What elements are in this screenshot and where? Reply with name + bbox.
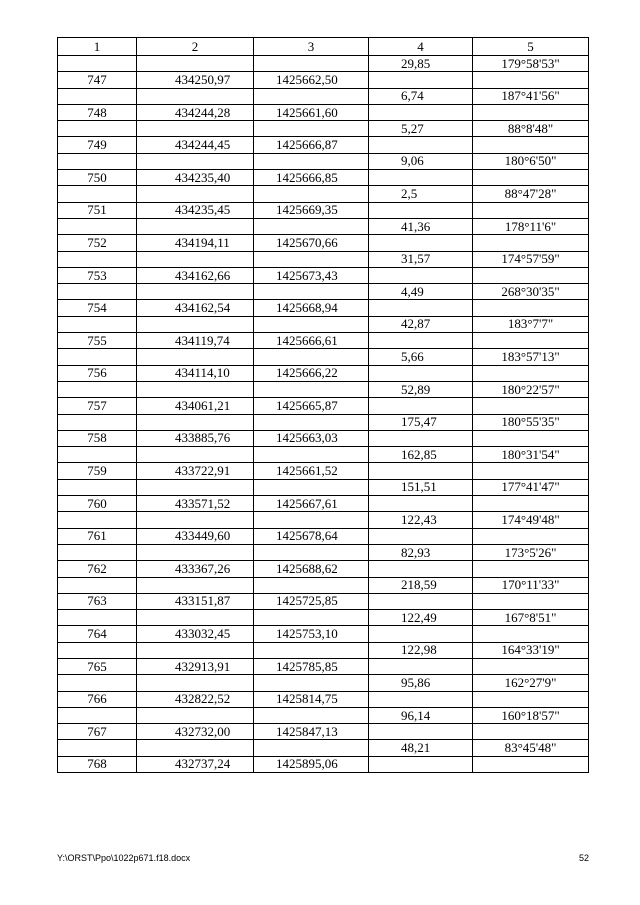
angle-cell	[473, 626, 589, 642]
angle-cell: 88°47'28"	[473, 186, 589, 202]
distance-cell	[369, 202, 473, 218]
x-coordinate-cell	[137, 56, 254, 72]
table-row	[58, 512, 589, 528]
table-body	[58, 38, 589, 773]
x-coordinate-cell	[137, 186, 254, 202]
distance-cell: 48,21	[369, 740, 473, 756]
table-row	[58, 267, 589, 283]
x-coordinate-cell	[137, 447, 254, 463]
x-coordinate-cell: 434162,66	[137, 267, 254, 283]
distance-cell	[369, 561, 473, 577]
angle-cell	[473, 104, 589, 120]
point-number-cell: 768	[58, 756, 137, 772]
point-number-cell: 766	[58, 691, 137, 707]
y-coordinate-cell: 1425847,13	[254, 724, 369, 740]
table-row	[58, 479, 589, 495]
y-coordinate-cell: 1425662,50	[254, 72, 369, 88]
table-row	[58, 626, 589, 642]
point-number-cell: 767	[58, 724, 137, 740]
y-coordinate-cell	[254, 610, 369, 626]
x-coordinate-cell	[137, 707, 254, 723]
angle-cell: 167°8'51"	[473, 610, 589, 626]
table-row	[58, 316, 589, 332]
angle-cell	[473, 691, 589, 707]
point-number-cell: 765	[58, 658, 137, 674]
y-coordinate-cell	[254, 544, 369, 560]
x-coordinate-cell	[137, 121, 254, 137]
point-number-cell: 752	[58, 235, 137, 251]
x-coordinate-cell: 434119,74	[137, 333, 254, 349]
x-coordinate-cell	[137, 642, 254, 658]
point-number-cell: 755	[58, 333, 137, 349]
distance-cell	[369, 398, 473, 414]
x-coordinate-cell: 434162,54	[137, 300, 254, 316]
y-coordinate-cell	[254, 740, 369, 756]
x-coordinate-cell	[137, 512, 254, 528]
point-number-cell: 763	[58, 593, 137, 609]
point-number-cell	[58, 316, 137, 332]
table-row	[58, 284, 589, 300]
x-coordinate-cell: 433722,91	[137, 463, 254, 479]
y-coordinate-cell	[254, 316, 369, 332]
y-coordinate-cell	[254, 218, 369, 234]
table-row	[58, 658, 589, 674]
distance-cell: 4,49	[369, 284, 473, 300]
column-header-3: 3	[254, 38, 369, 56]
x-coordinate-cell: 433885,76	[137, 430, 254, 446]
angle-cell: 174°49'48"	[473, 512, 589, 528]
x-coordinate-cell	[137, 675, 254, 691]
table-row	[58, 170, 589, 186]
angle-cell	[473, 658, 589, 674]
angle-cell	[473, 235, 589, 251]
column-header-2: 2	[137, 38, 254, 56]
coordinates-table	[57, 37, 589, 773]
table-row	[58, 430, 589, 446]
table-row	[58, 496, 589, 512]
table-row	[58, 56, 589, 72]
angle-cell	[473, 72, 589, 88]
point-number-cell	[58, 414, 137, 430]
angle-cell: 180°31'54"	[473, 447, 589, 463]
y-coordinate-cell: 1425666,85	[254, 170, 369, 186]
angle-cell	[473, 528, 589, 544]
y-coordinate-cell	[254, 381, 369, 397]
distance-cell	[369, 267, 473, 283]
table-row	[58, 642, 589, 658]
table-row	[58, 333, 589, 349]
distance-cell: 41,36	[369, 218, 473, 234]
point-number-cell: 754	[58, 300, 137, 316]
table-row	[58, 202, 589, 218]
point-number-cell	[58, 642, 137, 658]
angle-cell	[473, 300, 589, 316]
table-row	[58, 528, 589, 544]
table-row	[58, 707, 589, 723]
distance-cell	[369, 170, 473, 186]
distance-cell	[369, 691, 473, 707]
y-coordinate-cell: 1425661,52	[254, 463, 369, 479]
angle-cell	[473, 202, 589, 218]
angle-cell	[473, 496, 589, 512]
column-header-5: 5	[473, 38, 589, 56]
table-row	[58, 447, 589, 463]
y-coordinate-cell	[254, 88, 369, 104]
distance-cell	[369, 463, 473, 479]
y-coordinate-cell	[254, 153, 369, 169]
point-number-cell: 753	[58, 267, 137, 283]
distance-cell: 52,89	[369, 381, 473, 397]
x-coordinate-cell	[137, 88, 254, 104]
angle-cell	[473, 267, 589, 283]
table-row	[58, 544, 589, 560]
table-row	[58, 561, 589, 577]
point-number-cell: 761	[58, 528, 137, 544]
table-row	[58, 349, 589, 365]
x-coordinate-cell	[137, 577, 254, 593]
distance-cell	[369, 724, 473, 740]
table-row	[58, 381, 589, 397]
column-header-4: 4	[369, 38, 473, 56]
point-number-cell	[58, 251, 137, 267]
distance-cell: 96,14	[369, 707, 473, 723]
x-coordinate-cell	[137, 284, 254, 300]
x-coordinate-cell	[137, 544, 254, 560]
x-coordinate-cell: 432732,00	[137, 724, 254, 740]
table-row	[58, 691, 589, 707]
y-coordinate-cell: 1425661,60	[254, 104, 369, 120]
footer-page-number: 52	[579, 853, 590, 863]
y-coordinate-cell: 1425669,35	[254, 202, 369, 218]
distance-cell: 9,06	[369, 153, 473, 169]
distance-cell	[369, 658, 473, 674]
distance-cell: 5,27	[369, 121, 473, 137]
table-row	[58, 365, 589, 381]
point-number-cell	[58, 381, 137, 397]
point-number-cell	[58, 707, 137, 723]
point-number-cell	[58, 218, 137, 234]
footer-file-path: Y:\ORST\Ppo\1022p671.f18.docx	[57, 853, 191, 863]
table-row	[58, 235, 589, 251]
y-coordinate-cell	[254, 349, 369, 365]
y-coordinate-cell: 1425678,64	[254, 528, 369, 544]
distance-cell	[369, 626, 473, 642]
y-coordinate-cell	[254, 186, 369, 202]
header-row	[58, 38, 589, 56]
angle-cell: 162°27'9"	[473, 675, 589, 691]
column-header-1: 1	[58, 38, 137, 56]
angle-cell	[473, 137, 589, 153]
angle-cell: 170°11'33"	[473, 577, 589, 593]
angle-cell	[473, 463, 589, 479]
table-row	[58, 398, 589, 414]
angle-cell	[473, 365, 589, 381]
angle-cell: 180°55'35"	[473, 414, 589, 430]
y-coordinate-cell: 1425725,85	[254, 593, 369, 609]
point-number-cell	[58, 544, 137, 560]
x-coordinate-cell: 434235,40	[137, 170, 254, 186]
point-number-cell: 762	[58, 561, 137, 577]
point-number-cell: 760	[58, 496, 137, 512]
y-coordinate-cell: 1425673,43	[254, 267, 369, 283]
distance-cell: 122,49	[369, 610, 473, 626]
angle-cell: 187°41'56"	[473, 88, 589, 104]
distance-cell	[369, 593, 473, 609]
x-coordinate-cell: 433032,45	[137, 626, 254, 642]
x-coordinate-cell	[137, 610, 254, 626]
table-row	[58, 577, 589, 593]
y-coordinate-cell: 1425753,10	[254, 626, 369, 642]
table-row	[58, 137, 589, 153]
x-coordinate-cell	[137, 251, 254, 267]
y-coordinate-cell	[254, 56, 369, 72]
table-row	[58, 104, 589, 120]
table-row	[58, 675, 589, 691]
distance-cell: 6,74	[369, 88, 473, 104]
angle-cell	[473, 170, 589, 186]
angle-cell	[473, 561, 589, 577]
x-coordinate-cell: 434244,28	[137, 104, 254, 120]
table-row	[58, 740, 589, 756]
distance-cell: 95,86	[369, 675, 473, 691]
table-row	[58, 300, 589, 316]
x-coordinate-cell: 434114,10	[137, 365, 254, 381]
angle-cell: 183°7'7"	[473, 316, 589, 332]
table-row	[58, 153, 589, 169]
point-number-cell	[58, 121, 137, 137]
angle-cell: 178°11'6"	[473, 218, 589, 234]
y-coordinate-cell: 1425663,03	[254, 430, 369, 446]
point-number-cell	[58, 740, 137, 756]
distance-cell	[369, 333, 473, 349]
x-coordinate-cell: 433449,60	[137, 528, 254, 544]
distance-cell	[369, 104, 473, 120]
distance-cell: 29,85	[369, 56, 473, 72]
distance-cell: 122,98	[369, 642, 473, 658]
point-number-cell: 764	[58, 626, 137, 642]
x-coordinate-cell: 434250,97	[137, 72, 254, 88]
x-coordinate-cell: 433571,52	[137, 496, 254, 512]
point-number-cell	[58, 447, 137, 463]
y-coordinate-cell: 1425666,87	[254, 137, 369, 153]
angle-cell: 160°18'57"	[473, 707, 589, 723]
x-coordinate-cell: 434244,45	[137, 137, 254, 153]
point-number-cell	[58, 577, 137, 593]
distance-cell	[369, 756, 473, 772]
y-coordinate-cell: 1425666,22	[254, 365, 369, 381]
angle-cell	[473, 724, 589, 740]
x-coordinate-cell	[137, 414, 254, 430]
point-number-cell: 759	[58, 463, 137, 479]
x-coordinate-cell: 432737,24	[137, 756, 254, 772]
table-row	[58, 463, 589, 479]
y-coordinate-cell: 1425667,61	[254, 496, 369, 512]
y-coordinate-cell	[254, 447, 369, 463]
point-number-cell	[58, 479, 137, 495]
distance-cell	[369, 496, 473, 512]
angle-cell: 88°8'48"	[473, 121, 589, 137]
y-coordinate-cell	[254, 121, 369, 137]
y-coordinate-cell: 1425666,61	[254, 333, 369, 349]
y-coordinate-cell	[254, 577, 369, 593]
angle-cell: 268°30'35"	[473, 284, 589, 300]
angle-cell: 177°41'47"	[473, 479, 589, 495]
angle-cell: 164°33'19"	[473, 642, 589, 658]
y-coordinate-cell: 1425665,87	[254, 398, 369, 414]
table-row	[58, 72, 589, 88]
x-coordinate-cell: 432822,52	[137, 691, 254, 707]
distance-cell: 175,47	[369, 414, 473, 430]
angle-cell: 180°6'50"	[473, 153, 589, 169]
point-number-cell	[58, 56, 137, 72]
table-row	[58, 756, 589, 772]
distance-cell: 162,85	[369, 447, 473, 463]
x-coordinate-cell	[137, 349, 254, 365]
distance-cell: 31,57	[369, 251, 473, 267]
x-coordinate-cell	[137, 381, 254, 397]
angle-cell	[473, 430, 589, 446]
y-coordinate-cell	[254, 512, 369, 528]
table-row	[58, 186, 589, 202]
distance-cell	[369, 430, 473, 446]
point-number-cell: 758	[58, 430, 137, 446]
point-number-cell	[58, 186, 137, 202]
x-coordinate-cell	[137, 316, 254, 332]
distance-cell: 218,59	[369, 577, 473, 593]
point-number-cell	[58, 512, 137, 528]
distance-cell: 42,87	[369, 316, 473, 332]
point-number-cell: 751	[58, 202, 137, 218]
point-number-cell	[58, 88, 137, 104]
distance-cell: 151,51	[369, 479, 473, 495]
distance-cell: 5,66	[369, 349, 473, 365]
x-coordinate-cell	[137, 218, 254, 234]
x-coordinate-cell	[137, 153, 254, 169]
table-row	[58, 251, 589, 267]
y-coordinate-cell	[254, 414, 369, 430]
angle-cell	[473, 333, 589, 349]
x-coordinate-cell: 434194,11	[137, 235, 254, 251]
table-row	[58, 88, 589, 104]
table-row	[58, 218, 589, 234]
point-number-cell	[58, 675, 137, 691]
x-coordinate-cell: 434235,45	[137, 202, 254, 218]
point-number-cell: 748	[58, 104, 137, 120]
distance-cell	[369, 72, 473, 88]
y-coordinate-cell: 1425688,62	[254, 561, 369, 577]
distance-cell	[369, 235, 473, 251]
y-coordinate-cell	[254, 479, 369, 495]
table-row	[58, 593, 589, 609]
distance-cell: 82,93	[369, 544, 473, 560]
y-coordinate-cell	[254, 675, 369, 691]
angle-cell: 179°58'53"	[473, 56, 589, 72]
y-coordinate-cell: 1425670,66	[254, 235, 369, 251]
x-coordinate-cell: 433151,87	[137, 593, 254, 609]
angle-cell: 183°57'13"	[473, 349, 589, 365]
point-number-cell	[58, 153, 137, 169]
angle-cell	[473, 593, 589, 609]
distance-cell	[369, 365, 473, 381]
x-coordinate-cell: 432913,91	[137, 658, 254, 674]
point-number-cell	[58, 284, 137, 300]
x-coordinate-cell: 434061,21	[137, 398, 254, 414]
table-row	[58, 121, 589, 137]
point-number-cell: 750	[58, 170, 137, 186]
point-number-cell	[58, 610, 137, 626]
x-coordinate-cell: 433367,26	[137, 561, 254, 577]
x-coordinate-cell	[137, 740, 254, 756]
table-row	[58, 610, 589, 626]
point-number-cell: 756	[58, 365, 137, 381]
distance-cell	[369, 300, 473, 316]
angle-cell	[473, 398, 589, 414]
distance-cell	[369, 528, 473, 544]
point-number-cell	[58, 349, 137, 365]
y-coordinate-cell	[254, 642, 369, 658]
point-number-cell: 747	[58, 72, 137, 88]
y-coordinate-cell	[254, 284, 369, 300]
angle-cell	[473, 756, 589, 772]
point-number-cell: 749	[58, 137, 137, 153]
y-coordinate-cell	[254, 251, 369, 267]
angle-cell: 173°5'26"	[473, 544, 589, 560]
table-row	[58, 724, 589, 740]
angle-cell: 180°22'57"	[473, 381, 589, 397]
distance-cell: 122,43	[369, 512, 473, 528]
y-coordinate-cell: 1425814,75	[254, 691, 369, 707]
table-row	[58, 414, 589, 430]
angle-cell: 83°45'48"	[473, 740, 589, 756]
y-coordinate-cell: 1425785,85	[254, 658, 369, 674]
point-number-cell: 757	[58, 398, 137, 414]
y-coordinate-cell: 1425895,06	[254, 756, 369, 772]
y-coordinate-cell: 1425668,94	[254, 300, 369, 316]
angle-cell: 174°57'59"	[473, 251, 589, 267]
distance-cell: 2,5	[369, 186, 473, 202]
y-coordinate-cell	[254, 707, 369, 723]
x-coordinate-cell	[137, 479, 254, 495]
distance-cell	[369, 137, 473, 153]
